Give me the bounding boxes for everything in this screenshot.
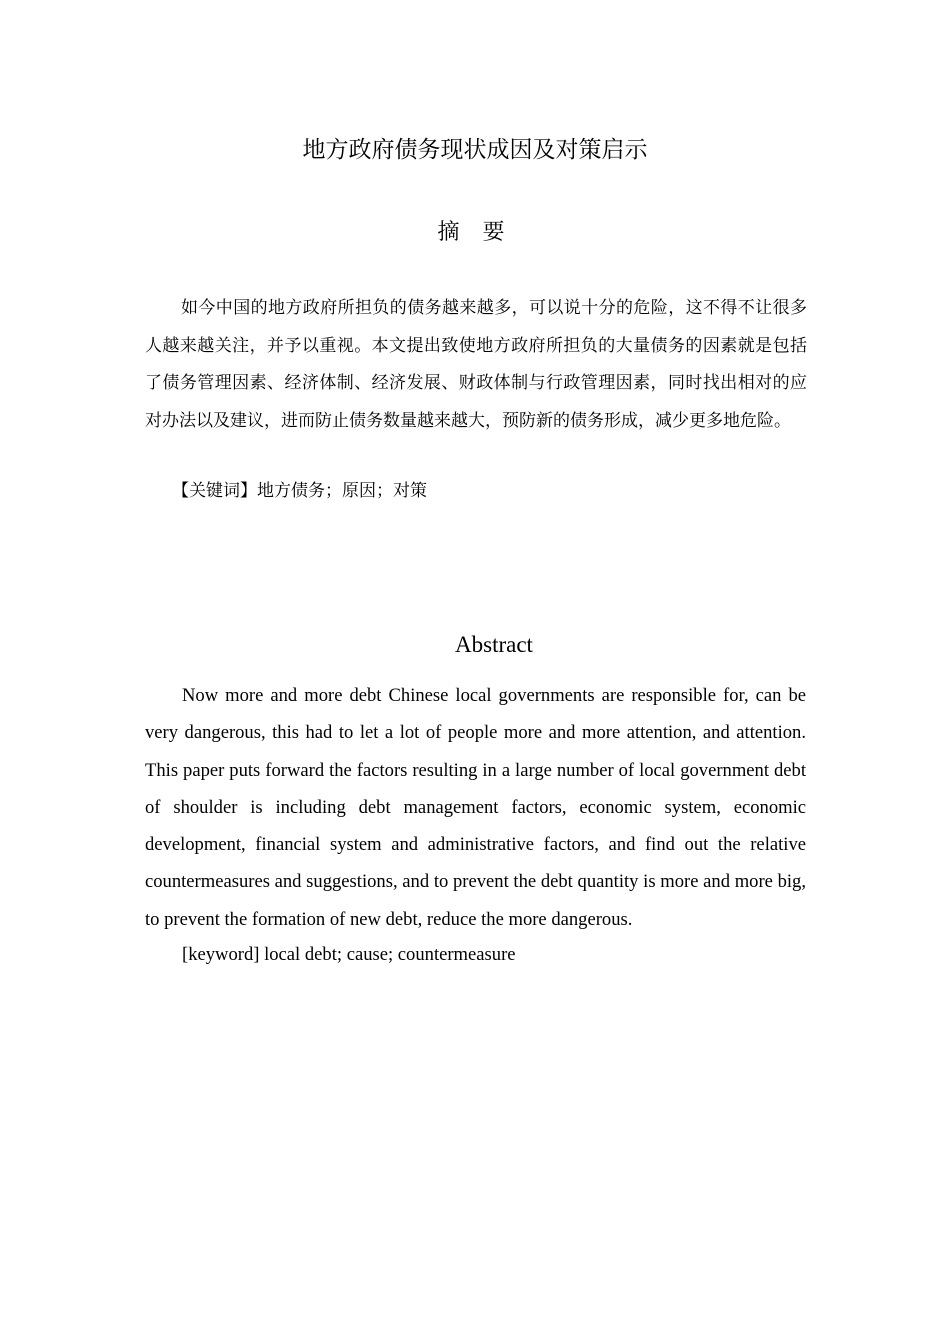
keywords-zh: 【关键词】地方债务；原因；对策	[172, 481, 427, 501]
abstract-body-zh: 如今中国的地方政府所担负的债务越来越多，可以说十分的危险，这不得不让很多人越来越关注，并予以重视。本文提出致使地方政府所担负的大量债务的因素就是包括了债务管理因素、经济体制、经济发展、财政体制与行政管理因素，同时找出相对的应对办法以及建议，进而防止债务数量越来越大，预防新的债务形成，减少更多地危险。	[145, 298, 807, 431]
abstract-body-en: Now more and more debt Chinese local governments are responsible for, can be very dangerous, this had to let a lot of people more and more attention, and attention. This paper puts forward the factors resulting in a large number of local government debt of shoulder is including debt management factors, economic system, economic development, financial system and administrative factors, and find out the relative countermeasures and suggestions, and to prevent the debt quantity is more and more big, to prevent the formation of new debt, reduce the more dangerous.	[145, 685, 806, 930]
keywords-en: [keyword] local debt; cause; countermeasure	[182, 944, 516, 965]
abstract-heading-en: Abstract	[455, 632, 533, 657]
page-title: 地方政府债务现状成因及对策启示	[302, 137, 648, 163]
abstract-heading-zh: 摘 要	[437, 220, 513, 245]
